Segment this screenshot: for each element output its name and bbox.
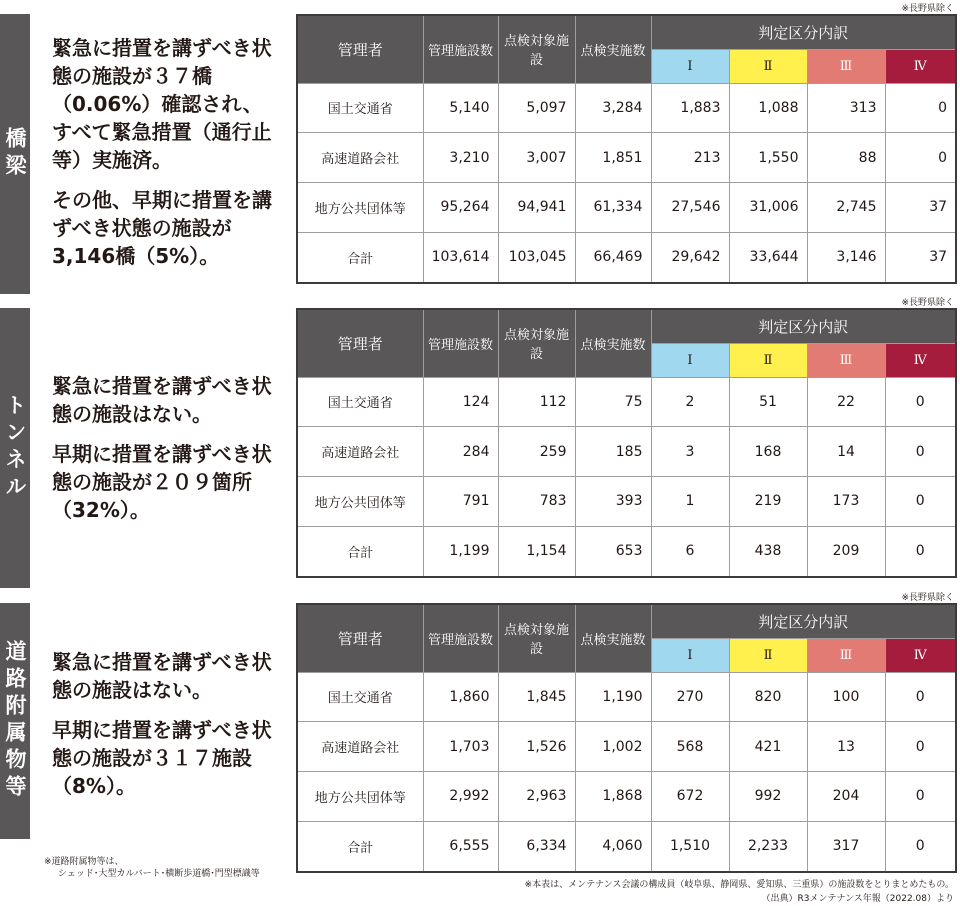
cell-grade-2: 421 — [729, 722, 807, 772]
cell-inspected: 1,002 — [575, 722, 651, 772]
table-row-total — [297, 232, 956, 283]
cell-grade-3: 88 — [807, 133, 885, 183]
cell-grade-3: 313 — [807, 83, 885, 133]
cell-target: 1,845 — [498, 672, 575, 722]
cell-grade-2: 992 — [729, 771, 807, 821]
header-inspected: 点検実施数 — [575, 309, 651, 377]
cell-grade-2: 219 — [729, 476, 807, 526]
cell-target: 3,007 — [498, 133, 575, 183]
cell-grade-3: 2,745 — [807, 182, 885, 232]
cell-grade-4: 37 — [885, 232, 956, 283]
grade-1-header: Ⅰ — [651, 49, 729, 83]
cell-managed: 124 — [423, 377, 498, 427]
cell-managed: 5,140 — [423, 83, 498, 133]
grade-3-header: Ⅲ — [807, 343, 885, 377]
table-row-total — [297, 821, 956, 872]
cell-inspected: 61,334 — [575, 182, 651, 232]
tunnel-table — [296, 308, 957, 578]
cell-grade-4: 0 — [885, 722, 956, 772]
section-note: ※長野県除く — [901, 593, 954, 603]
grade-4-header: Ⅳ — [885, 343, 956, 377]
cell-grade-1: 1 — [651, 476, 729, 526]
cell-inspected: 4,060 — [575, 821, 651, 872]
cell-grade-1: 27,546 — [651, 182, 729, 232]
cell-grade-4: 0 — [885, 377, 956, 427]
road-accessory-table — [296, 603, 957, 873]
table-row — [297, 672, 956, 722]
header-row — [297, 309, 956, 343]
grade-3-header: Ⅲ — [807, 49, 885, 83]
row-name: 高速道路会社 — [297, 427, 423, 477]
section-description — [52, 34, 280, 282]
cell-target: 5,097 — [498, 83, 575, 133]
grade-4-header: Ⅳ — [885, 638, 956, 672]
cell-grade-1: 672 — [651, 771, 729, 821]
footnote-right-line2: （出典）R3メンテナンス年報（2022.08）より — [761, 894, 954, 904]
grade-2-header: Ⅱ — [729, 49, 807, 83]
header-row — [297, 15, 956, 49]
early-text: 早期に措置を講ずべき状態の施設が２０９箇所（32%）。 — [52, 442, 272, 522]
header-target: 点検対象施設 — [498, 309, 575, 377]
cell-grade-1: 29,642 — [651, 232, 729, 283]
cell-grade-3: 14 — [807, 427, 885, 477]
table-row — [297, 476, 956, 526]
header-row — [297, 604, 956, 638]
section-note: ※長野県除く — [901, 298, 954, 308]
table-row — [297, 83, 956, 133]
row-name: 高速道路会社 — [297, 133, 423, 183]
cell-grade-3: 22 — [807, 377, 885, 427]
table-row — [297, 133, 956, 183]
cell-managed: 103,614 — [423, 232, 498, 283]
cell-grade-3: 100 — [807, 672, 885, 722]
grade-3-header: Ⅲ — [807, 638, 885, 672]
cell-target: 94,941 — [498, 182, 575, 232]
footnote-right-line1: ※本表は、メンテナンス会議の構成員（岐阜県、静岡県、愛知県、三重県）の施設数をとりまとめたもの。 — [524, 880, 954, 890]
header-inspected: 点検実施数 — [575, 604, 651, 672]
cell-inspected: 3,284 — [575, 83, 651, 133]
urgent-text: 緊急に措置を講ずべき状態の施設はない。 — [52, 650, 272, 702]
section-description — [52, 648, 280, 812]
cell-grade-4: 0 — [885, 427, 956, 477]
row-name: 国土交通省 — [297, 377, 423, 427]
cell-managed: 1,860 — [423, 672, 498, 722]
table-row-total — [297, 526, 956, 577]
grade-2-header: Ⅱ — [729, 638, 807, 672]
cell-grade-3: 317 — [807, 821, 885, 872]
cell-grade-2: 51 — [729, 377, 807, 427]
cell-target: 1,526 — [498, 722, 575, 772]
header-managed: 管理施設数 — [423, 15, 498, 83]
header-managed: 管理施設数 — [423, 309, 498, 377]
cell-grade-3: 173 — [807, 476, 885, 526]
header-breakdown: 判定区分内訳 — [651, 309, 956, 343]
cell-managed: 1,703 — [423, 722, 498, 772]
footnote-road-accessory — [44, 856, 260, 880]
urgent-text: 緊急に措置を講ずべき状態の施設が３７橋（0.06%）確認され、すべて緊急措置（通行止等）実施済。 — [52, 36, 272, 172]
cell-grade-2: 168 — [729, 427, 807, 477]
cell-grade-4: 0 — [885, 771, 956, 821]
cell-managed: 6,555 — [423, 821, 498, 872]
row-name: 地方公共団体等 — [297, 182, 423, 232]
cell-grade-1: 1,883 — [651, 83, 729, 133]
cell-target: 103,045 — [498, 232, 575, 283]
header-target: 点検対象施設 — [498, 15, 575, 83]
header-breakdown: 判定区分内訳 — [651, 15, 956, 49]
cell-grade-3: 13 — [807, 722, 885, 772]
footnote-source — [525, 878, 954, 906]
header-manager: 管理者 — [297, 604, 423, 672]
row-name: 地方公共団体等 — [297, 476, 423, 526]
cell-grade-2: 438 — [729, 526, 807, 577]
section-label: トンネル — [0, 308, 30, 588]
table-row — [297, 771, 956, 821]
cell-grade-4: 0 — [885, 821, 956, 872]
section-note: ※長野県除く — [901, 4, 954, 14]
cell-grade-4: 0 — [885, 672, 956, 722]
cell-grade-1: 2 — [651, 377, 729, 427]
row-name: 合計 — [297, 526, 423, 577]
bridge-table — [296, 14, 957, 284]
section-label: 橋梁 — [0, 14, 30, 294]
cell-grade-2: 2,233 — [729, 821, 807, 872]
cell-grade-4: 37 — [885, 182, 956, 232]
cell-grade-1: 213 — [651, 133, 729, 183]
cell-grade-1: 270 — [651, 672, 729, 722]
cell-managed: 95,264 — [423, 182, 498, 232]
cell-target: 259 — [498, 427, 575, 477]
cell-grade-4: 0 — [885, 133, 956, 183]
header-manager: 管理者 — [297, 15, 423, 83]
cell-grade-3: 204 — [807, 771, 885, 821]
cell-grade-2: 820 — [729, 672, 807, 722]
cell-grade-1: 1,510 — [651, 821, 729, 872]
cell-inspected: 75 — [575, 377, 651, 427]
cell-grade-1: 568 — [651, 722, 729, 772]
header-inspected: 点検実施数 — [575, 15, 651, 83]
cell-managed: 1,199 — [423, 526, 498, 577]
cell-target: 1,154 — [498, 526, 575, 577]
cell-grade-1: 3 — [651, 427, 729, 477]
row-name: 国土交通省 — [297, 672, 423, 722]
row-name: 合計 — [297, 232, 423, 283]
cell-grade-2: 33,644 — [729, 232, 807, 283]
table-row — [297, 377, 956, 427]
header-breakdown: 判定区分内訳 — [651, 604, 956, 638]
cell-managed: 791 — [423, 476, 498, 526]
grade-2-header: Ⅱ — [729, 343, 807, 377]
cell-managed: 3,210 — [423, 133, 498, 183]
cell-grade-4: 0 — [885, 476, 956, 526]
cell-grade-4: 0 — [885, 83, 956, 133]
grade-1-header: Ⅰ — [651, 343, 729, 377]
cell-inspected: 653 — [575, 526, 651, 577]
table-row — [297, 182, 956, 232]
cell-inspected: 1,190 — [575, 672, 651, 722]
row-name: 合計 — [297, 821, 423, 872]
cell-grade-1: 6 — [651, 526, 729, 577]
cell-inspected: 66,469 — [575, 232, 651, 283]
cell-target: 6,334 — [498, 821, 575, 872]
cell-target: 783 — [498, 476, 575, 526]
footnote-left-line1: ※道路附属物等は、 — [44, 857, 124, 867]
cell-inspected: 1,851 — [575, 133, 651, 183]
cell-grade-2: 1,550 — [729, 133, 807, 183]
row-name: 国土交通省 — [297, 83, 423, 133]
header-target: 点検対象施設 — [498, 604, 575, 672]
cell-inspected: 1,868 — [575, 771, 651, 821]
section-label: 道路附属物等 — [0, 603, 30, 839]
cell-target: 112 — [498, 377, 575, 427]
cell-inspected: 393 — [575, 476, 651, 526]
cell-grade-3: 3,146 — [807, 232, 885, 283]
grade-1-header: Ⅰ — [651, 638, 729, 672]
cell-managed: 284 — [423, 427, 498, 477]
cell-target: 2,963 — [498, 771, 575, 821]
cell-grade-3: 209 — [807, 526, 885, 577]
cell-grade-2: 31,006 — [729, 182, 807, 232]
section-description — [52, 372, 280, 536]
early-text: 早期に措置を講ずべき状態の施設が３１７施設（8%）。 — [52, 718, 272, 798]
grade-4-header: Ⅳ — [885, 49, 956, 83]
cell-grade-4: 0 — [885, 526, 956, 577]
table-row — [297, 427, 956, 477]
urgent-text: 緊急に措置を講ずべき状態の施設はない。 — [52, 374, 272, 426]
row-name: 高速道路会社 — [297, 722, 423, 772]
row-name: 地方公共団体等 — [297, 771, 423, 821]
cell-inspected: 185 — [575, 427, 651, 477]
table-row — [297, 722, 956, 772]
header-managed: 管理施設数 — [423, 604, 498, 672]
early-text: その他、早期に措置を講ずべき状態の施設が3,146橋（5%）。 — [52, 188, 272, 268]
header-manager: 管理者 — [297, 309, 423, 377]
cell-managed: 2,992 — [423, 771, 498, 821]
cell-grade-2: 1,088 — [729, 83, 807, 133]
footnote-left-line2: シェッド･大型カルバート･横断歩道橋･門型標識等 — [58, 869, 260, 879]
